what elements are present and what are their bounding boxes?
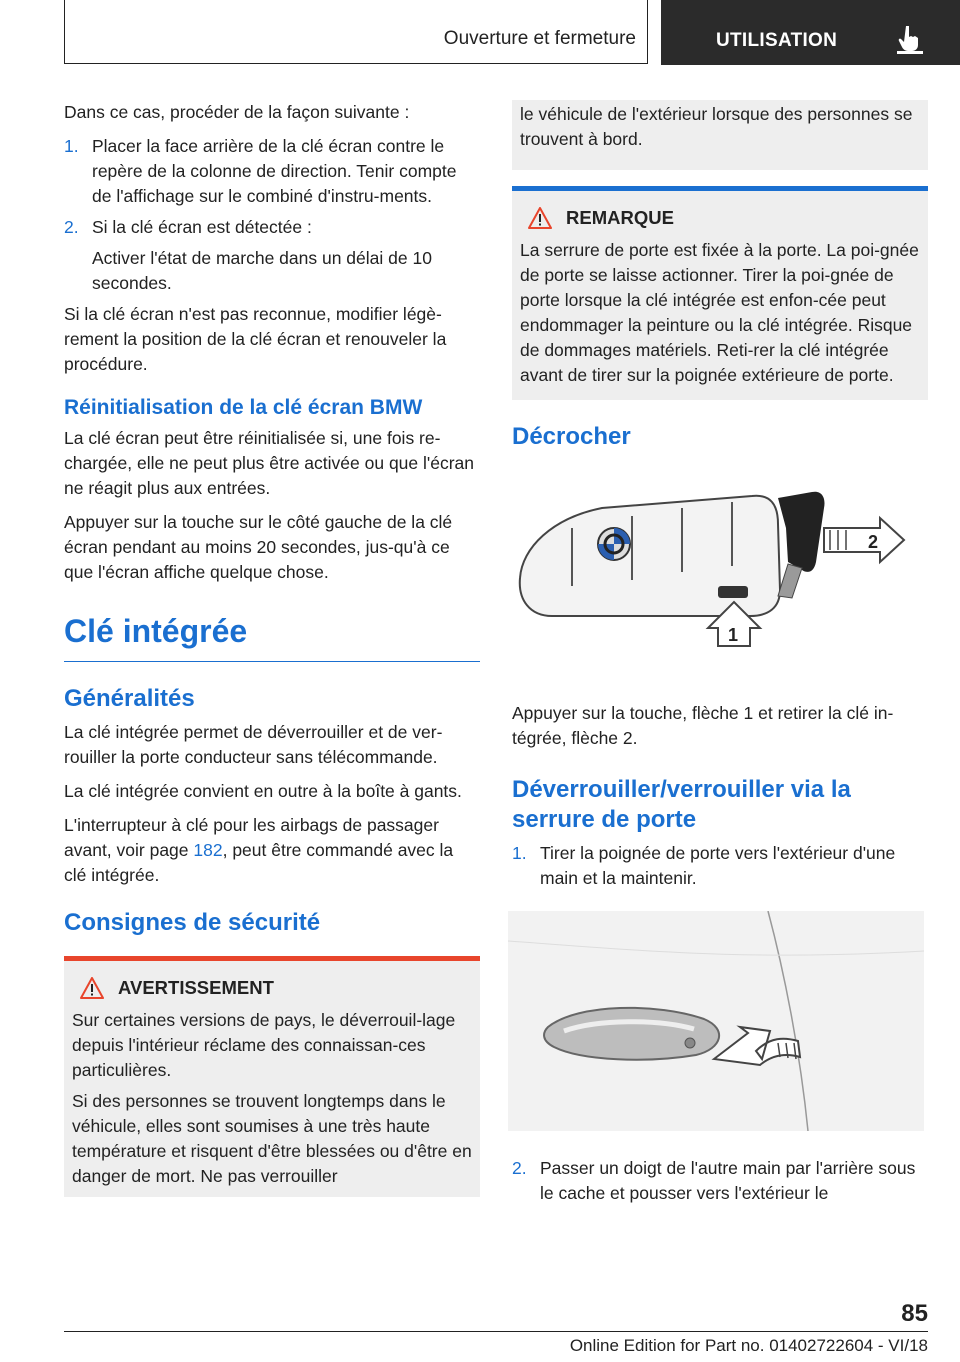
text-span: , peut être commandé avec la clé intégrée. <box>64 840 454 885</box>
hand-pointer-icon <box>897 24 923 54</box>
remove-heading: Décrocher <box>512 423 631 450</box>
footer-rule <box>64 1331 928 1332</box>
general-paragraph <box>64 813 480 888</box>
arrow-label: 2 <box>868 532 879 552</box>
warning-text: Sur certaines versions de pays, le déverrouil‐lage depuis l'intérieur réclame des connaissan‐ces particulières. <box>72 1010 456 1080</box>
left-column <box>64 100 480 1197</box>
list-item <box>512 841 928 891</box>
safety-heading: Consignes de sécurité <box>64 909 321 936</box>
text-span: L'interrupteur à clé pour les airbags de passager avant, voir page <box>64 815 439 860</box>
list-item <box>64 215 480 240</box>
warning-title-row <box>72 975 472 1000</box>
general-paragraph: La clé intégrée convient en outre à la boîte à gants. <box>64 781 462 801</box>
header-bottom-rule <box>64 63 648 64</box>
intro-text: Dans ce cas, procéder de la façon suivante : <box>64 102 410 122</box>
page-link[interactable]: 182 <box>193 840 223 860</box>
warning-triangle-icon <box>528 207 552 229</box>
general-heading: Généralités <box>64 685 195 712</box>
not-recognized-text: Si la clé écran n'est pas reconnue, modifier légè‐rement la position de la clé écran et renouveler la procédure. <box>64 304 447 374</box>
step-text: Si la clé écran est détectée : <box>92 217 312 237</box>
warning-title: AVERTISSEMENT <box>118 977 274 998</box>
door-handle-illustration <box>508 911 924 1131</box>
page-number: 85 <box>901 1300 928 1327</box>
step-number: 2. <box>64 217 79 237</box>
lock-heading: Déverrouiller/verrouiller via la serrure de porte <box>512 776 851 833</box>
key-removal-illustration <box>512 468 928 658</box>
note-title-row <box>520 205 920 230</box>
step-detail: Activer l'état de marche dans un délai de 10 secondes. <box>92 248 432 293</box>
step-number: 2. <box>512 1158 527 1178</box>
arrow-label: 1 <box>728 625 739 645</box>
reset-paragraph: Appuyer sur la touche sur le côté gauche de la clé écran pendant au moins 20 secondes, jus‐qu'à ce que l'écran affiche quelque chose. <box>64 512 453 582</box>
step-text: Placer la face arrière de la clé écran contre le repère de la colonne de direction. Tenir compte de l'affichage sur le combiné d'instru‐ments. <box>92 136 457 206</box>
step-text: Tirer la poignée de porte vers l'extérieur d'une main et la maintenir. <box>540 843 896 888</box>
header-chapter-tab <box>661 0 960 65</box>
note-text: La serrure de porte est fixée à la porte. La poi‐gnée de porte se laisse actionner. Tirer la poi‐gnée de porte lorsque la clé intégrée est enfon‐cée peut endommager la peinture ou la clé intégrée. Risque de dommages matériels. Reti‐rer la clé intégrée avant de tirer sur la poignée extérieure de porte. <box>520 240 919 385</box>
header-section-title: Ouverture et fermeture <box>443 28 636 49</box>
step-number: 1. <box>64 136 79 156</box>
warning-text: Si des personnes se trouvent longtemps dans le véhicule, elles sont soumises à une très haute température et risquent d'être blessées ou d'être en danger de mort. Ne pas verrouiller <box>72 1091 472 1186</box>
list-item <box>64 134 480 209</box>
warning-text: le véhicule de l'extérieur lorsque des personnes se trouvent à bord. <box>520 104 913 149</box>
chapter-label: UTILISATION <box>716 30 838 51</box>
note-bar <box>512 186 928 191</box>
edition-note: Online Edition for Part no. 01402722604 - VI/18 <box>569 1336 928 1355</box>
step-text: Passer un doigt de l'autre main par l'arrière sous le cache et pousser vers l'extérieur le <box>540 1158 916 1203</box>
right-column <box>512 100 928 1212</box>
step-number: 1. <box>512 843 527 863</box>
note-box <box>512 186 928 400</box>
reset-heading: Réinitialisation de la clé écran BMW <box>64 396 423 419</box>
warning-bar <box>64 956 480 961</box>
general-paragraph: La clé intégrée permet de déverrouiller et de ver‐rouiller la porte conducteur sans télécommande. <box>64 722 443 767</box>
remove-text: Appuyer sur la touche, flèche 1 et retirer la clé in‐tégrée, flèche 2. <box>512 703 894 748</box>
warning-triangle-icon <box>80 977 104 999</box>
note-title: REMARQUE <box>566 207 674 228</box>
warning-box <box>64 956 480 1197</box>
header-mid-rule <box>647 0 648 64</box>
section-heading: Clé intégrée <box>64 611 480 662</box>
list-item <box>512 1156 928 1206</box>
warning-box-continued <box>512 100 928 170</box>
reset-paragraph: La clé écran peut être réinitialisée si, une fois re‐chargée, elle ne peut plus être activée ou que l'écran ne réagit plus aux entrées. <box>64 428 475 498</box>
